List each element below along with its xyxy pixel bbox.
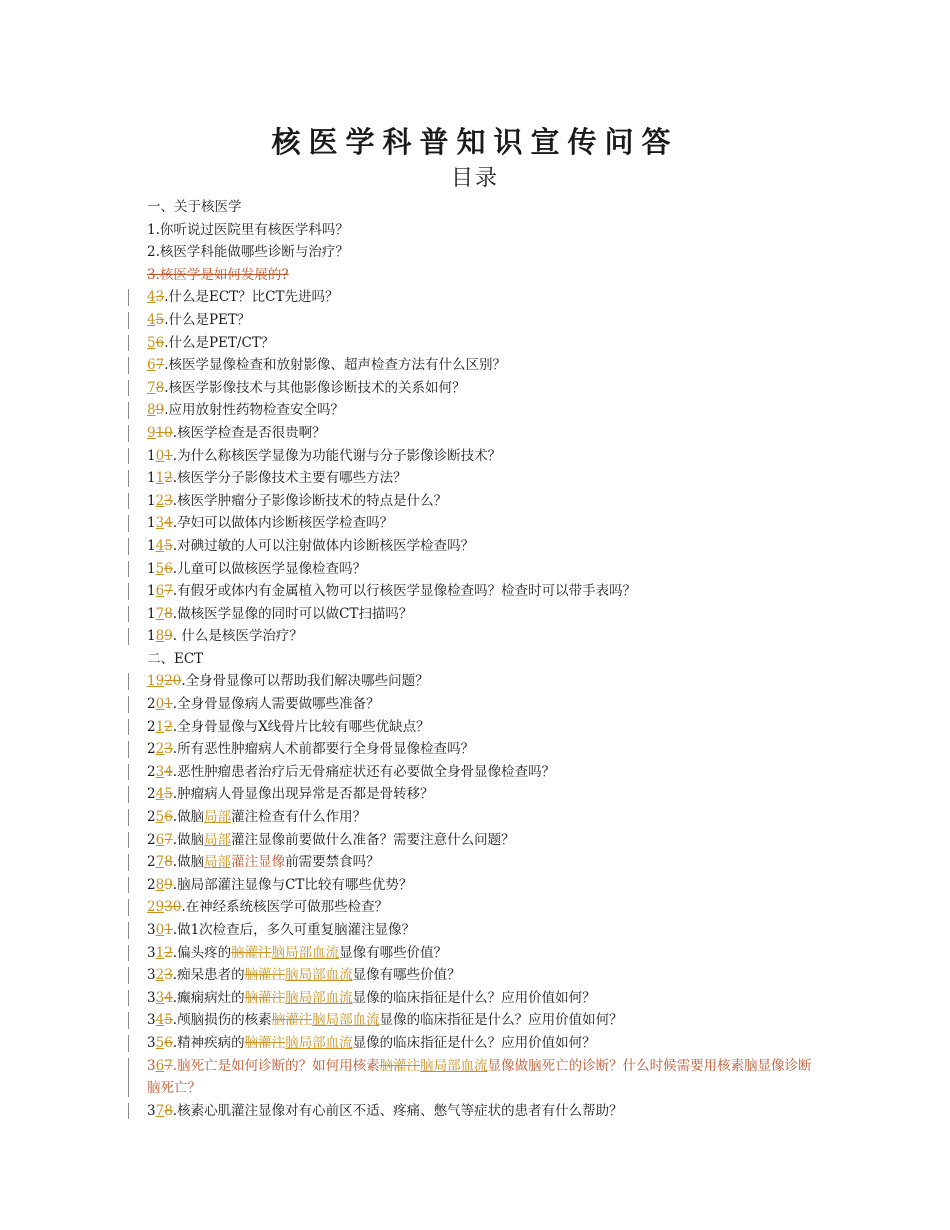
- inserted-text: 6: [155, 583, 165, 600]
- toc-item[interactable]: [147, 445, 827, 468]
- deleted-text: 20: [164, 673, 182, 690]
- toc-item[interactable]: [147, 987, 827, 1010]
- toc-text: .所有恶性肿瘤病人术前都要行全身骨显像检查吗？: [172, 741, 475, 758]
- toc-item[interactable]: [147, 693, 827, 716]
- inserted-text: 3: [155, 989, 165, 1006]
- inserted-text: 3: [155, 515, 165, 532]
- toc-text: 1: [147, 515, 156, 532]
- toc-text: 3: [147, 1012, 156, 1029]
- highlighted-text: 3: [147, 1057, 156, 1074]
- toc-text: .颅脑损伤的核素: [172, 1012, 272, 1029]
- inserted-text: 脑局部血流: [285, 989, 353, 1006]
- toc-text: 1: [147, 537, 156, 554]
- inserted-text: 7: [155, 605, 165, 622]
- toc-item[interactable]: [147, 1055, 817, 1100]
- inserted-text: 脑局部血流: [285, 967, 353, 984]
- toc-item[interactable]: [147, 399, 827, 422]
- toc-item[interactable]: [147, 783, 827, 806]
- deleted-text: 3: [164, 741, 173, 758]
- toc-text: 显像有哪些价值？: [352, 967, 461, 984]
- inserted-text: 2: [155, 967, 165, 984]
- toc-text: .核医学分子影像技术主要有哪些方法？: [172, 470, 407, 487]
- deleted-text: 7: [164, 1057, 173, 1074]
- inserted-text: 4: [147, 289, 156, 306]
- inserted-text: 5: [155, 809, 165, 826]
- toc-item[interactable]: [147, 309, 827, 332]
- toc-item[interactable]: [147, 738, 827, 761]
- inserted-text: 7: [155, 854, 165, 871]
- deleted-text: 4: [164, 989, 173, 1006]
- deleted-text: 8: [164, 605, 173, 622]
- toc-item[interactable]: [147, 1032, 827, 1055]
- inserted-text: 7: [155, 1102, 165, 1119]
- deleted-text: 10: [155, 424, 173, 441]
- deleted-text: 6: [164, 1034, 173, 1051]
- toc-item[interactable]: [147, 648, 827, 671]
- toc-item[interactable]: [147, 806, 827, 829]
- toc-text: 显像的临床指征是什么？应用价值如何？: [352, 1034, 596, 1051]
- deleted-text: 5: [164, 537, 173, 554]
- toc-text: .在神经系统核医学可做那些检查？: [181, 899, 389, 916]
- toc-text: 二、ECT: [147, 650, 204, 667]
- deleted-text: 脑灌注: [244, 989, 286, 1006]
- toc-item[interactable]: [147, 603, 827, 626]
- inserted-text: 脑局部血流: [285, 1034, 353, 1051]
- toc-text: 3: [147, 944, 156, 961]
- deleted-text: 脑灌注: [244, 1034, 286, 1051]
- toc-text: 3: [147, 989, 156, 1006]
- deleted-text: 脑灌注: [379, 1057, 421, 1074]
- toc-text: 灌注显像前要做什么准备？需要注意什么问题？: [231, 831, 515, 848]
- deleted-text: 30: [164, 899, 182, 916]
- toc-text: 2: [147, 718, 156, 735]
- inserted-text: 0: [155, 696, 165, 713]
- inserted-text: 0: [155, 922, 165, 938]
- toc-item[interactable]: [147, 196, 827, 219]
- toc-item[interactable]: [147, 1009, 827, 1032]
- toc-text: .核医学影像技术与其他影像诊断技术的关系如何？: [164, 379, 466, 396]
- toc-item[interactable]: [147, 670, 827, 693]
- deleted-text: 3: [164, 492, 173, 509]
- table-of-contents: [147, 196, 827, 1122]
- toc-text: 2: [147, 741, 156, 758]
- toc-item[interactable]: [147, 490, 827, 513]
- toc-text: 3: [147, 1102, 156, 1119]
- inserted-text: 8: [155, 876, 165, 893]
- toc-text: .什么是PET？: [164, 311, 251, 328]
- toc-item[interactable]: [147, 874, 827, 897]
- toc-text: 2: [147, 763, 156, 780]
- inserted-text: 29: [147, 899, 165, 916]
- deleted-text: 8: [164, 1102, 173, 1119]
- toc-item[interactable]: [147, 535, 827, 558]
- toc-item[interactable]: [147, 580, 827, 603]
- toc-text: 2: [147, 786, 156, 803]
- toc-item[interactable]: [147, 354, 827, 377]
- inserted-text: 7: [147, 379, 156, 396]
- inserted-text: 0: [155, 447, 165, 464]
- highlighted-text: 灌注显像: [231, 854, 286, 871]
- toc-text: 2: [147, 854, 156, 871]
- deleted-text: 5: [155, 311, 165, 328]
- toc-item[interactable]: [147, 964, 827, 987]
- toc-text: .有假牙或体内有金属植入物可以行核医学显像检查吗？检查时可以带手表吗？: [172, 583, 637, 600]
- inserted-text: 6: [147, 357, 156, 374]
- toc-text: .对碘过敏的人可以注射做体内诊断核医学检查吗？: [172, 537, 475, 554]
- toc-text: 显像的临床指征是什么？应用价值如何？: [379, 1012, 623, 1029]
- deleted-text: 脑灌注: [244, 967, 286, 984]
- toc-text: .肿瘤病人骨显像出现异常是否都是骨转移？: [172, 786, 434, 803]
- toc-item[interactable]: [147, 896, 827, 919]
- toc-text: 2.核医学科能做哪些诊断与治疗？: [147, 244, 349, 261]
- toc-text: 3.核医学是如何发展的?: [147, 266, 289, 283]
- deleted-text: 1: [164, 696, 173, 713]
- toc-text: .做脑: [172, 831, 205, 848]
- inserted-text: 局部: [204, 831, 232, 848]
- inserted-text: 脑局部血流: [312, 1012, 380, 1029]
- deleted-text: 脑灌注: [231, 944, 272, 961]
- deleted-text: 8: [155, 379, 165, 396]
- inserted-text: 1: [155, 470, 165, 487]
- toc-item[interactable]: [147, 761, 827, 784]
- toc-item[interactable]: [147, 942, 827, 965]
- toc-item[interactable]: [147, 851, 827, 874]
- toc-text: .全身骨显像与X线骨片比较有哪些优缺点？: [172, 718, 430, 735]
- inserted-text: 2: [155, 492, 165, 509]
- toc-text: .核医学检查是否很贵啊？: [172, 424, 326, 441]
- toc-text: 2: [147, 809, 156, 826]
- inserted-text: 4: [147, 311, 156, 328]
- toc-item[interactable]: [147, 625, 827, 648]
- deleted-text: 9: [164, 628, 173, 645]
- toc-item[interactable]: [147, 467, 827, 490]
- inserted-text: 19: [147, 673, 165, 690]
- toc-text: .脑局部灌注显像与CT比较有哪些优势？: [172, 876, 413, 893]
- inserted-text: 8: [147, 402, 156, 419]
- deleted-text: 6: [164, 560, 173, 577]
- toc-text: .做1次检查后，多久可重复脑灌注显像？: [172, 922, 416, 938]
- deleted-text: 7: [164, 831, 173, 848]
- toc-text: 1: [147, 583, 156, 600]
- toc-item[interactable]: [147, 716, 827, 739]
- inserted-text: 4: [155, 537, 165, 554]
- toc-text: 2: [147, 831, 156, 848]
- deleted-text: 3: [155, 289, 165, 306]
- toc-item[interactable]: [147, 829, 827, 852]
- toc-text: 2: [147, 876, 156, 893]
- deleted-text: 1: [164, 447, 173, 464]
- toc-text: 1: [147, 560, 156, 577]
- toc-item[interactable]: [147, 219, 827, 242]
- inserted-text: 脑局部血流: [271, 944, 340, 961]
- deleted-text: 8: [164, 854, 173, 871]
- toc-text: 3: [147, 922, 156, 938]
- inserted-text: 5: [155, 560, 165, 577]
- toc-text: 前需要禁食吗？: [285, 854, 380, 871]
- toc-text: 1: [147, 628, 156, 645]
- inserted-text: 6: [155, 831, 165, 848]
- toc-text: .什么是ECT？比CT先进吗？: [164, 289, 339, 306]
- toc-text: .核医学显像检查和放射影像、超声检查方法有什么区别？: [164, 357, 506, 374]
- deleted-text: 6: [155, 334, 165, 351]
- toc-text: .做脑: [172, 809, 205, 826]
- toc-text: 显像有哪些价值？: [339, 944, 448, 961]
- inserted-text: 4: [155, 786, 165, 803]
- toc-item[interactable]: [147, 1100, 827, 1123]
- deleted-text: 9: [155, 402, 165, 419]
- toc-text: .偏头疼的: [172, 944, 232, 961]
- toc-item[interactable]: [147, 422, 827, 445]
- toc-text: .儿童可以做核医学显像检查吗？: [172, 560, 367, 577]
- inserted-text: 5: [147, 334, 156, 351]
- toc-text: 一、关于核医学: [147, 199, 242, 215]
- toc-item[interactable]: [147, 512, 827, 535]
- deleted-text: 2: [164, 944, 173, 961]
- document-title: 核医学科普知识宣传问答: [271, 125, 679, 159]
- toc-text: .恶性肿瘤患者治疗后无骨痛症状还有必要做全身骨显像检查吗？: [172, 763, 556, 780]
- toc-text: .全身骨显像可以帮助我们解决哪些问题？: [181, 673, 429, 690]
- inserted-text: 5: [155, 1034, 165, 1051]
- deleted-text: 3: [164, 967, 173, 984]
- toc-text: 显像的临床指征是什么？应用价值如何？: [352, 989, 596, 1006]
- highlighted-text: .脑死亡是如何诊断的？如何用核素: [172, 1057, 380, 1074]
- toc-text: 1: [147, 470, 156, 487]
- toc-text: .精神疾病的: [172, 1034, 245, 1051]
- toc-text: 1: [147, 447, 156, 464]
- deleted-text: 1: [164, 922, 173, 938]
- highlighted-text: 显像做脑死亡的诊断？什么时候需要用核素脑显像诊断脑死亡？: [147, 1057, 812, 1097]
- toc-text: .应用放射性药物检查安全吗？: [164, 402, 344, 419]
- deleted-text: 4: [164, 515, 173, 532]
- toc-text: 2: [147, 696, 156, 713]
- deleted-text: 4: [164, 763, 173, 780]
- inserted-text: 8: [155, 628, 165, 645]
- toc-heading: 目录: [450, 166, 499, 191]
- deleted-text: 5: [164, 786, 173, 803]
- toc-item[interactable]: [147, 377, 827, 400]
- inserted-text: 2: [155, 741, 165, 758]
- toc-text: 灌注检查有什么作用？: [231, 809, 367, 826]
- toc-text: .核素心肌灌注显像对有心前区不适、疼痛、憋气等症状的患者有什么帮助？: [172, 1102, 623, 1119]
- inserted-text: 9: [147, 424, 156, 441]
- toc-text: 1: [147, 605, 156, 622]
- toc-item[interactable]: [147, 241, 827, 264]
- inserted-text: 4: [155, 1012, 165, 1029]
- deleted-text: 5: [164, 1012, 173, 1029]
- toc-item[interactable]: [147, 558, 827, 581]
- inserted-text: 脑局部血流: [420, 1057, 488, 1074]
- deleted-text: 6: [164, 809, 173, 826]
- inserted-text: 1: [155, 718, 165, 735]
- toc-text: 1: [147, 492, 156, 509]
- toc-text: .为什么称核医学显像为功能代谢与分子影像诊断技术？: [172, 447, 502, 464]
- toc-text: .做脑: [172, 854, 205, 871]
- deleted-text: 脑灌注: [271, 1012, 313, 1029]
- toc-item[interactable]: [147, 286, 827, 309]
- toc-item[interactable]: [147, 919, 827, 942]
- inserted-text: 局部: [204, 854, 232, 871]
- inserted-text: 6: [155, 1057, 165, 1074]
- toc-text: 3: [147, 967, 156, 984]
- inserted-text: 1: [155, 944, 165, 961]
- toc-text: 1.你听说过医院里有核医学科吗？: [147, 221, 349, 238]
- toc-text: .做核医学显像的同时可以做CT扫描吗？: [172, 605, 413, 622]
- deleted-text: 2: [164, 718, 173, 735]
- deleted-text: 9: [164, 876, 173, 893]
- toc-text: . 什么是核医学治疗？: [172, 628, 303, 645]
- toc-item[interactable]: [147, 332, 827, 355]
- inserted-text: 局部: [204, 809, 232, 826]
- toc-item[interactable]: [147, 264, 827, 287]
- toc-text: .什么是PET/CT？: [164, 334, 275, 351]
- toc-text: .癫痫病灶的: [172, 989, 245, 1006]
- inserted-text: 3: [155, 763, 165, 780]
- deleted-text: 2: [164, 470, 173, 487]
- toc-text: 3: [147, 1034, 156, 1051]
- deleted-text: 7: [164, 583, 173, 600]
- deleted-text: 7: [155, 357, 165, 374]
- toc-text: .全身骨显像病人需要做哪些准备？: [172, 696, 380, 713]
- toc-text: .核医学肿瘤分子影像诊断技术的特点是什么？: [172, 492, 448, 509]
- toc-text: .痴呆患者的: [172, 967, 245, 984]
- toc-text: .孕妇可以做体内诊断核医学检查吗？: [172, 515, 394, 532]
